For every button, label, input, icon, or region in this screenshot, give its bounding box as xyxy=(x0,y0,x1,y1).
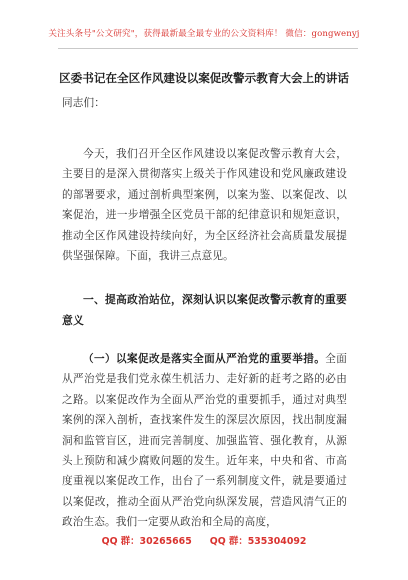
paragraph-intro: 今天，我们召开全区作风建设以案促改警示教育大会，主要目的是深入贯彻落实上级关于作风建设和党风廉政建设的部署要求，通过剖析典型案例，以案为鉴、以案促改、以案促治，进一步增强全区党员干部的纪律意识和规矩意识，推动全区作风建设持续向好，为全区经济社会高质量发展提供坚强保障。下面，我讲三点意见。 xyxy=(62,148,347,263)
footer-qq-group-2: QQ 群：535304092 xyxy=(209,536,307,547)
footer-qq-group-1: QQ 群：30265665 xyxy=(101,536,192,547)
header-promo-note: 关注头条号"公文研究"，获得最新最全最专业的公文资料库！ 微信：gongwenyj xyxy=(48,29,360,39)
paragraph-section-1-1 xyxy=(62,349,347,533)
header-divider xyxy=(58,48,358,49)
paragraph-body: 全面从严治党是我们党永葆生机活力、走好新的赶考之路的必由之路。以案促改作为全面从严治党的重要抓手，通过对典型案例的深入剖析，查找案件发生的深层次原因，找出制度漏洞和监管盲区，进而完善制度、加强监管、强化教育，从源头上预防和减少腐败问题的发生。近年来，中央和省、市高度重视以案促改工作，出台了一系列制度文件，就是要通过以案促改，推动全面从严治党向纵深发展，营造风清气正的政治生态。我们一定要从政治和全局的高度， xyxy=(62,353,347,529)
greeting-line: 同志们： xyxy=(62,97,105,109)
document-title: 区委书记在全区作风建设以案促改警示教育大会上的讲话 xyxy=(59,71,349,85)
paragraph-lead-heading: （一）以案促改是落实全面从严治党的重要举措。 xyxy=(83,353,326,365)
section-heading-1: 一、提高政治站位，深刻认识以案促改警示教育的重要意义 xyxy=(62,293,347,327)
footer-qq-groups xyxy=(0,533,408,547)
